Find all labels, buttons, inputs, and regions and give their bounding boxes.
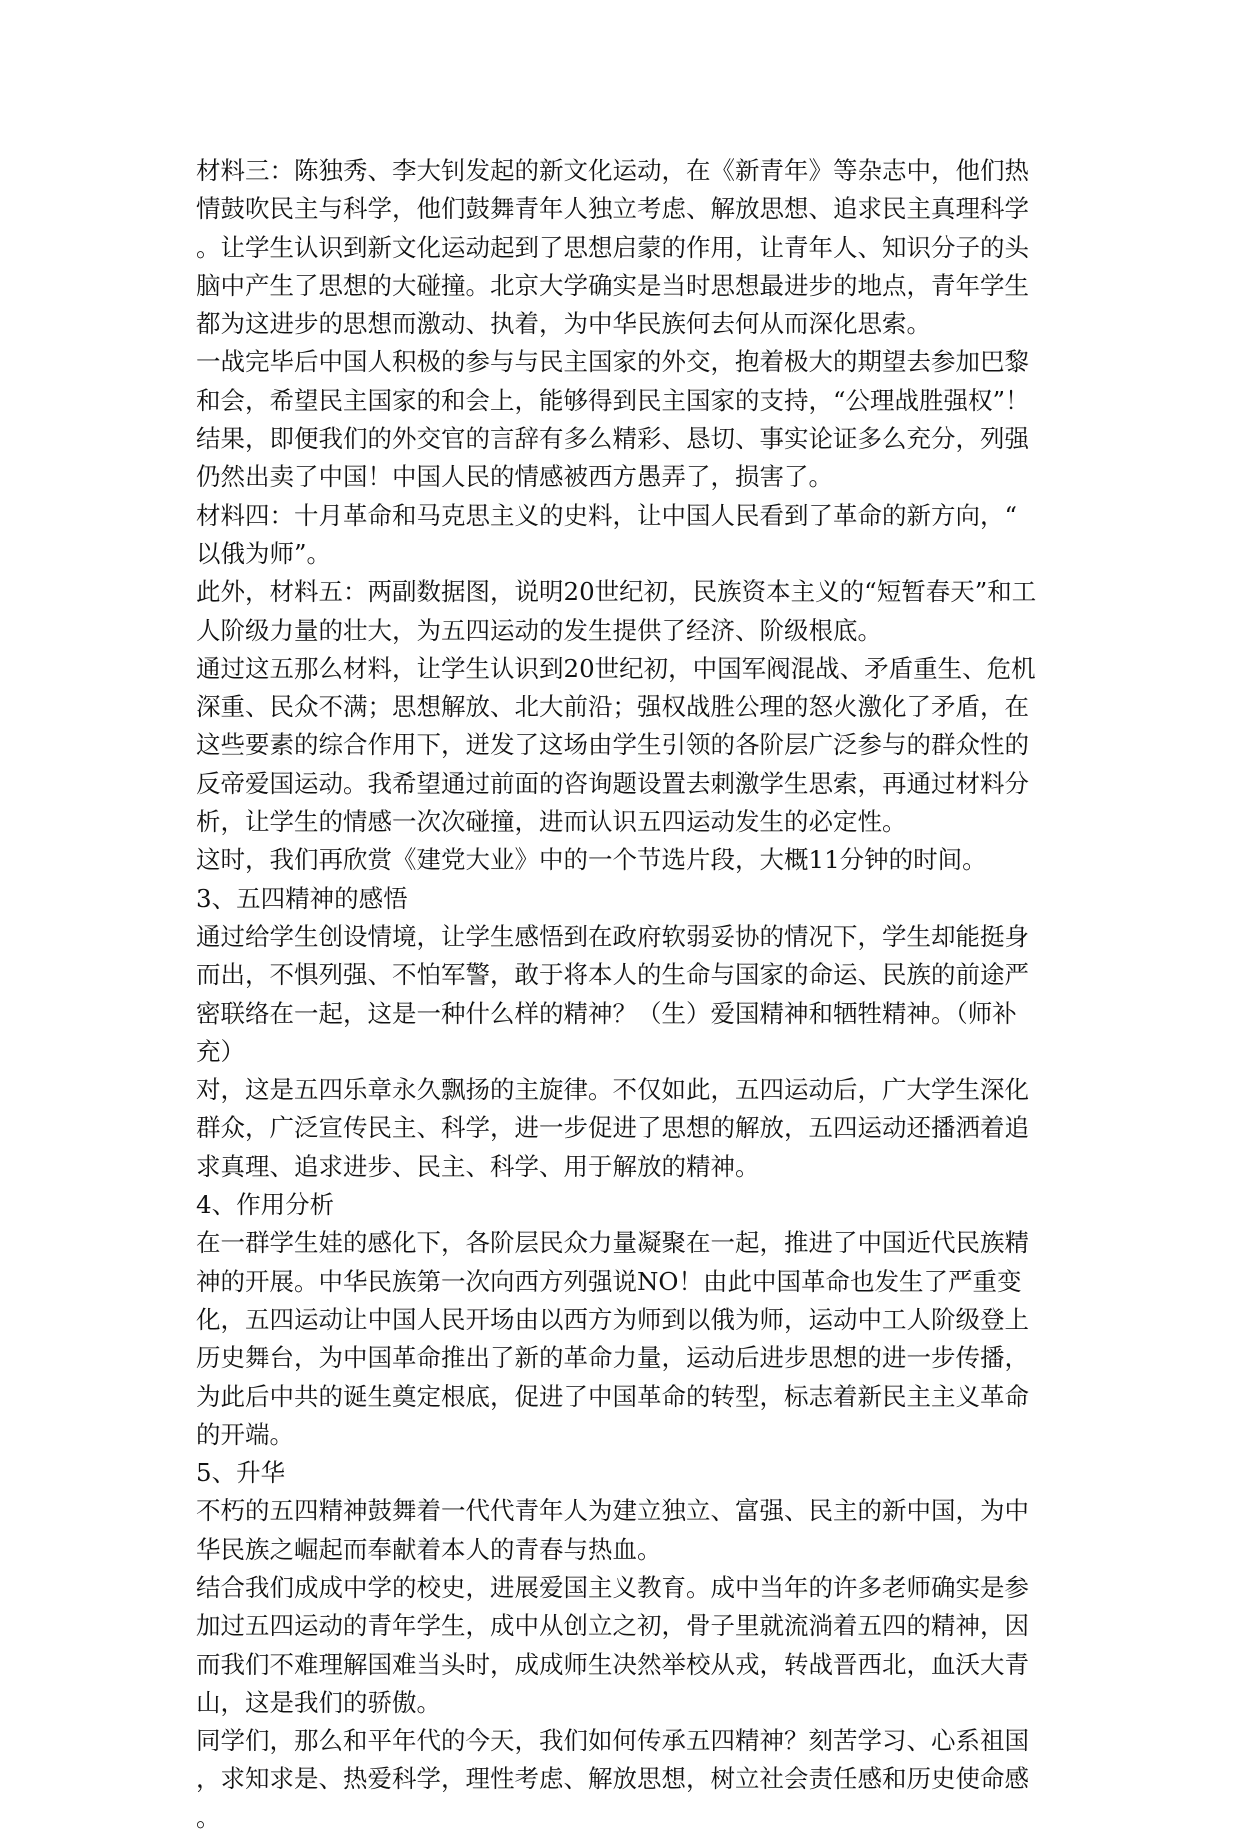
text-line: 而出，不惧列强、不怕军警，敢于将本人的生命与国家的命运、民族的前途严 bbox=[196, 960, 1029, 990]
text-line: 仍然出卖了中国！中国人民的情感被西方愚弄了，损害了。 bbox=[196, 462, 833, 492]
text-line: 都为这进步的思想而激动、执着，为中华民族何去何从而深化思索。 bbox=[196, 309, 931, 339]
text-line: 析，让学生的情感一次次碰撞，进而认识五四运动发生的必定性。 bbox=[196, 807, 907, 837]
text-line: 反帝爱国运动。我希望通过前面的咨询题设置去刺激学生思索，再通过材料分 bbox=[196, 768, 1029, 798]
section-heading: 4、作用分析 bbox=[196, 1190, 335, 1220]
text-line: 人阶级力量的壮大，为五四运动的发生提供了经济、阶级根底。 bbox=[196, 615, 882, 645]
text-line: 材料四：十月革命和马克思主义的史料，让中国人民看到了革命的新方向，“ bbox=[196, 500, 1018, 530]
text-line: 为此后中共的诞生奠定根底，促进了中国革命的转型，标志着新民主主义革命 bbox=[196, 1381, 1029, 1411]
text-line: 脑中产生了思想的大碰撞。北京大学确实是当时思想最进步的地点，青年学生 bbox=[196, 270, 1029, 300]
text-line: 化，五四运动让中国人民开场由以西方为师到以俄为师，运动中工人阶级登上 bbox=[196, 1304, 1029, 1334]
text-line: 而我们不难理解国难当头时，成成师生决然举校从戎，转战晋西北，血沃大青 bbox=[196, 1649, 1029, 1679]
text-line: 同学们，那么和平年代的今天，我们如何传承五四精神？刻苦学习、心系祖国 bbox=[196, 1726, 1029, 1756]
text-line: 不朽的五四精神鼓舞着一代代青年人为建立独立、富强、民主的新中国，为中 bbox=[196, 1496, 1029, 1526]
text-line: 的开端。 bbox=[196, 1419, 294, 1449]
text-line: 群众，广泛宣传民主、科学，进一步促进了思想的解放，五四运动还播洒着追 bbox=[196, 1113, 1029, 1143]
document-body bbox=[196, 152, 1066, 1837]
text-line: 密联络在一起，这是一种什么样的精神？（生）爱国精神和牺牲精神。（师补 bbox=[196, 998, 1017, 1028]
text-line: 加过五四运动的青年学生，成中从创立之初，骨子里就流淌着五四的精神，因 bbox=[196, 1611, 1029, 1641]
text-line: 。 bbox=[196, 1802, 221, 1832]
text-line: 此外，材料五：两副数据图，说明20世纪初，民族资本主义的“短暂春天”和工 bbox=[196, 577, 1037, 607]
text-line: 山，这是我们的骄傲。 bbox=[196, 1687, 441, 1717]
text-line: 历史舞台，为中国革命推出了新的革命力量，运动后进步思想的进一步传播， bbox=[196, 1343, 1029, 1373]
text-line: 一战完毕后中国人积极的参与与民主国家的外交，抱着极大的期望去参加巴黎 bbox=[196, 347, 1029, 377]
text-line: ，求知求是、热爱科学，理性考虑、解放思想，树立社会责任感和历史使命感 bbox=[196, 1764, 1029, 1794]
text-line: 这时，我们再欣赏《建党大业》中的一个节选片段，大概11分钟的时间。 bbox=[196, 845, 987, 875]
section-heading: 3、五四精神的感悟 bbox=[196, 883, 408, 913]
text-line: 。让学生认识到新文化运动起到了思想启蒙的作用，让青年人、知识分子的头 bbox=[196, 232, 1029, 262]
section-heading: 5、升华 bbox=[196, 1458, 286, 1488]
text-line: 深重、民众不满；思想解放、北大前沿；强权战胜公理的怒火激化了矛盾，在 bbox=[196, 692, 1029, 722]
text-line: 通过给学生创设情境，让学生感悟到在政府软弱妥协的情况下，学生却能挺身 bbox=[196, 921, 1029, 951]
text-line: 求真理、追求进步、民主、科学、用于解放的精神。 bbox=[196, 1151, 760, 1181]
text-line: 情鼓吹民主与科学，他们鼓舞青年人独立考虑、解放思想、追求民主真理科学 bbox=[196, 194, 1029, 224]
text-line: 对，这是五四乐章永久飘扬的主旋律。不仅如此，五四运动后，广大学生深化 bbox=[196, 1075, 1029, 1105]
text-line: 这些要素的综合作用下，迸发了这场由学生引领的各阶层广泛参与的群众性的 bbox=[196, 730, 1029, 760]
text-line: 材料三：陈独秀、李大钊发起的新文化运动，在《新青年》等杂志中，他们热 bbox=[196, 156, 1029, 185]
text-line: 充） bbox=[196, 1036, 245, 1066]
text-line: 和会，希望民主国家的和会上，能够得到民主国家的支持，“公理战胜强权”！ bbox=[196, 385, 1030, 415]
text-line: 华民族之崛起而奉献着本人的青春与热血。 bbox=[196, 1534, 662, 1564]
text-line: 通过这五那么材料，让学生认识到20世纪初，中国军阀混战、矛盾重生、危机 bbox=[196, 653, 1036, 683]
text-line: 以俄为师”。 bbox=[196, 538, 332, 568]
text-line: 神的开展。中华民族第一次向西方列强说NO！由此中国革命也发生了严重变 bbox=[196, 1266, 1022, 1296]
text-line: 结果，即便我们的外交官的言辞有多么精彩、恳切、事实论证多么充分，列强 bbox=[196, 424, 1029, 454]
text-line: 结合我们成成中学的校史，进展爱国主义教育。成中当年的许多老师确实是参 bbox=[196, 1572, 1029, 1602]
text-line: 在一群学生娃的感化下，各阶层民众力量凝聚在一起，推进了中国近代民族精 bbox=[196, 1228, 1029, 1258]
